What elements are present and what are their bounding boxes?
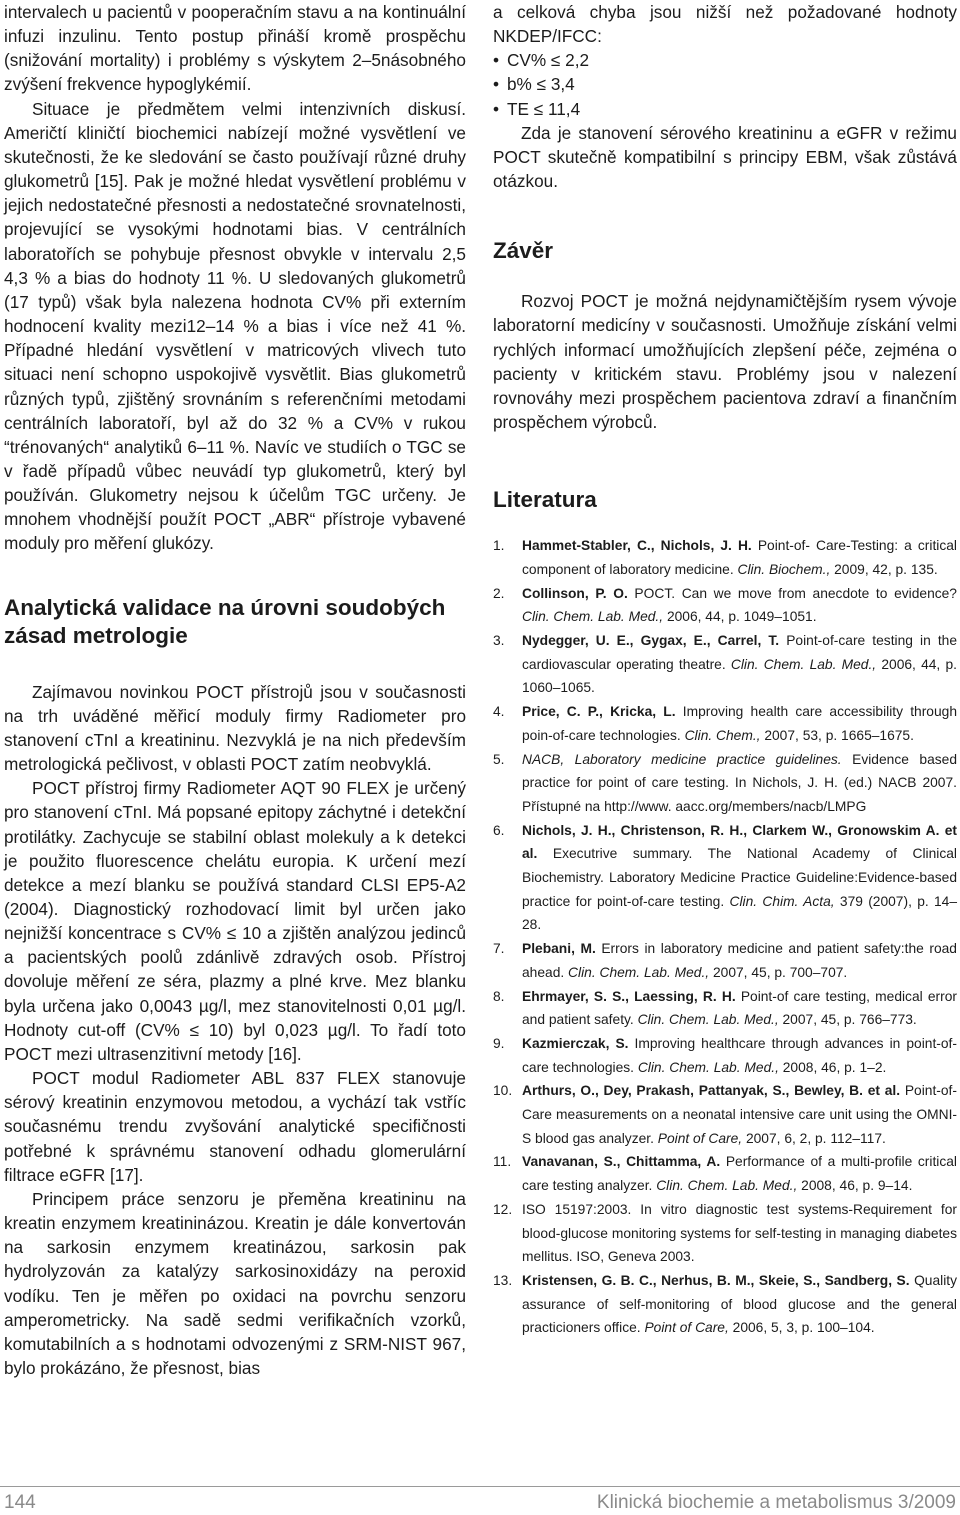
paragraph: Zda je stanovení sérového kreatininu a eGFR v režimu POCT skutečně kompatibilní s principy EBM, však zůstává otázkou. [493, 122, 957, 192]
reference-journal: Clin. Chim. Acta, [729, 893, 835, 909]
reference-number: 13. [493, 1272, 513, 1288]
reference-text: Point-of-Care measurements on a neonatal intensive care unit using the OMNI-S blood gas analyzer. [522, 1083, 957, 1146]
reference-item [493, 1198, 957, 1269]
reference-number: 9. [493, 1035, 505, 1051]
reference-authors: Arthurs, O., Dey, Prakash, Pattanyak, S., Bewley, B. et al. [522, 1083, 901, 1099]
reference-authors: Vanavanan, S., Chittamma, A. [522, 1154, 721, 1170]
list-item: • TE ≤ 11,4 [493, 97, 957, 121]
reference-text: Point-of- Care-Testing: a critical component of laboratory medicine. [522, 538, 957, 577]
reference-journal: Clin. Chem., [684, 727, 761, 743]
right-column [493, 0, 957, 1340]
reference-number: 8. [493, 988, 505, 1004]
reference-text: 2007, 45, p. 766–773. [778, 1012, 917, 1028]
reference-text: 2007, 53, p. 1665–1675. [760, 727, 914, 743]
reference-item [493, 1150, 957, 1197]
reference-item [493, 819, 957, 938]
reference-text: Point-of care testing, medical error and patient safety. [522, 988, 957, 1028]
reference-item [493, 748, 957, 819]
conclusion-heading: Závěr [493, 238, 554, 264]
reference-journal: Clin. Chem. Lab. Med., [522, 609, 664, 625]
reference-authors: Price, C. P., Kricka, L. [522, 704, 676, 720]
reference-item [493, 1079, 957, 1150]
reference-journal: Clin. Chem. Lab. Med., [637, 1012, 779, 1028]
reference-text: 379 (2007), p. 14–28. [522, 893, 957, 933]
reference-text: Improving healthcare through advances in point-of-care technologies. [522, 1035, 957, 1075]
reference-text: 2009, 42, p. 135. [830, 561, 938, 577]
reference-journal: Clin. Chem. Lab. Med., [568, 964, 710, 980]
reference-text: Errors in laboratory medicine and patient safety:the road ahead. [522, 941, 957, 980]
reference-number: 2. [493, 585, 505, 601]
reference-journal: Point of Care, [644, 1320, 729, 1336]
reference-text: POCT. Can we move from anecdote to evidence? [627, 585, 957, 601]
reference-authors: Ehrmayer, S. S., Laessing, R. H. [522, 988, 736, 1004]
journal-title: Klinická biochemie a metabolismus 3/2009 [596, 1492, 956, 1513]
reference-number: 12. [493, 1201, 513, 1217]
reference-number: 7. [493, 941, 505, 957]
paragraph: POCT přístroj firmy Radiometer AQT 90 FLEX je určený pro stanovení cTnI. Má popsané epitopy záchytné i detekční protilátky. Zachycuje se stabilní oblast molekuly a k detekci je použito fluorescence chelátu europia. K určení mezí detekce a mezí blanku se používá standard CLSI EP5-A2 (2004). Diagnostický rozhodovací limit byl určen jako nejnižší koncentrace s CV% ≤ 10 a zjištěn analýzou jedinců a pacientských poolů zdánlivě zdravých osob. Přístroj dovoluje měření ze séra, plazmy a plné krve. Mez blanku byla určena jako 0,0043 µg/l, mez stanovitelnosti 0,01 µg/l. Hodnoty cut-off (CV% ≤ 10) byl 0,023 µg/l. To řadí toto POCT mezi ultrasenzitivní metody [16]. [4, 778, 466, 1064]
reference-authors: Plebani, M. [522, 941, 596, 957]
reference-authors: Collinson, P. O. [522, 585, 628, 601]
reference-authors: Nichols, J. H., Christenson, R. H., Clarkem W., Gronowskim A. et al. [522, 822, 957, 862]
left-column [4, 0, 466, 1380]
reference-number: 1. [493, 538, 505, 554]
paragraph: Principem práce senzoru je přeměna kreatininu na kreatin enzymem kreatininázou. Kreatin je dále konvertován na sarkosin enzymem kreatinázou, sarkosin pak hydrolyzován za katalýzy sarkosinoxidázy na peroxid vodíku. Ten je měřen po oxidaci na povrchu senzoru amperometricky. Na sadě sedmi verifikačních vzorků, komutabilních a s hodnotami odvozenými z SRM-NIST 967, bylo prokázáno, že přesnost, bias [4, 1188, 466, 1378]
reference-item [493, 629, 957, 700]
footer-divider [0, 1486, 960, 1487]
reference-item [493, 534, 957, 581]
reference-number: 3. [493, 633, 505, 648]
reference-text: 2007, 45, p. 700–707. [709, 964, 848, 980]
reference-number: 5. [493, 751, 505, 767]
references-list [493, 534, 957, 1340]
reference-item [493, 937, 957, 984]
reference-text: 2006, 44, p. 1049–1051. [663, 609, 817, 625]
reference-number: 11. [493, 1154, 512, 1170]
list-item: • b% ≤ 3,4 [493, 72, 957, 96]
list-item: • CV% ≤ 2,2 [493, 48, 957, 72]
reference-text: 2006, 5, 3, p. 100–104. [728, 1320, 875, 1336]
reference-journal: Point of Care, [657, 1130, 743, 1146]
reference-text: ISO 15197:2003. In vitro diagnostic test systems-Requirement for blood-glucose monitoring systems for self-testing in managing diabetes mellitus. ISO, Geneva 2003. [522, 1201, 957, 1265]
reference-text: Executrive summary. The National Academy of Clinical Biochemistry. Laboratory Medicine Practice Guideline:Evidence-based practice for point-of-care testing. [522, 846, 957, 909]
reference-item [493, 1032, 957, 1079]
paragraph: intervalech u pacientů v pooperačním stavu a na kontinuální infuzi inzulinu. Tento postup přináší kromě prospěchu (snižování mortality) i problémy s výskytem 2–5násobného zvýšení frekvence hypoglykémií. [4, 2, 466, 95]
reference-item [493, 985, 957, 1032]
reference-item [493, 700, 957, 747]
reference-item [493, 582, 957, 629]
reference-authors: Nydegger, U. E., Gygax, E., Carrel, T. [522, 633, 780, 648]
section-heading: Analytická validace na úrovni soudobých zásad metrologie [4, 594, 446, 648]
reference-authors: Kristensen, G. B. C., Nerhus, B. M., Skeie, S., Sandberg, S. [522, 1272, 910, 1288]
reference-text: 2008, 46, p. 1–2. [778, 1059, 887, 1075]
page-number: 144 [4, 1492, 36, 1513]
paragraph: Situace je předmětem velmi intenzivních diskusí. Američtí kliničtí biochemici nabízejí možné vysvětlení ve skutečnosti, že ke sledování se často používají různé druhy glukometrů [15]. Pak je možné hledat vysvětlení problému v jejich nedostatečné přesnosti a nedostatečné srovnatelnosti, projevující se vysokými hodnotami bias. V centrálních laboratořích se pohybuje přesnost obvykle v intervalu 2,5 4,3 % a bias do hodnoty 11 %. U sledovaných glukometrů (17 typů) však byla nalezena hodnota CV% při externím hodnocení kvality mezi12–14 % a bias i více než 41 %. Případné hledání vysvětlení v matricových vlivech tuto situaci není schopno uspokojivě vysvětlit. Bias glukometrů různých typů, zjištěný srovnáním s referenčními metodami centrálních laboratoří, byl až do 32 % a CV% v rukou “trénovaných“ analytiků 6–11 %. Navíc ve studiích o TGC se v řadě případů vůbec neuvádí typ glukometrů, který byl používán. Glukometry nejsou k účelům TGC určeny. Je mnohem vhodnější použít POCT „ABR“ přístroje vybavené moduly pro měření glukózy. [4, 98, 466, 554]
reference-text: Performance of a multi-profile critical care testing analyzer. [522, 1154, 957, 1194]
reference-journal: Clin. Chem. Lab. Med., [730, 656, 877, 672]
paragraph: a celková chyba jsou nižší než požadované hodnoty NKDEP/IFCC: [493, 2, 957, 47]
reference-text: 2008, 46, p. 9–14. [797, 1178, 913, 1194]
reference-number: 6. [493, 822, 505, 838]
reference-text: Quality assurance of self-monitoring of blood glucose and the general practicioners office. [522, 1272, 958, 1336]
reference-journal: Clin. Chem. Lab. Med., [637, 1059, 779, 1075]
reference-text: 2006, 44, p. 1060–1065. [522, 656, 957, 696]
reference-text: Point-of-care testing in the cardiovascular operating theatre. [522, 633, 958, 672]
reference-text: Improving health care accessibility through poin-of-care technologies. [522, 704, 957, 743]
reference-number: 10. [493, 1083, 513, 1099]
reference-item [493, 1269, 957, 1340]
paragraph: Zajímavou novinkou POCT přístrojů jsou v současnosti na trh uváděné měřicí moduly firmy Radiometer pro stanovení cTnI a kreatininu. Nezvyklá je na nich především metrologická pečlivost, v oblasti POCT zatím neobvyklá. [4, 681, 466, 775]
reference-text: Evidence based practice for point of care testing. In Nichols, J. H. (ed.) NACB 2007. Přístupné na http://www. aacc.org/members/nacb/LMPG [522, 751, 957, 814]
reference-journal: Clin. Biochem., [737, 561, 831, 577]
reference-journal: NACB, Laboratory medicine practice guidelines. [522, 751, 842, 767]
criteria-list [493, 48, 957, 120]
paragraph: POCT modul Radiometer ABL 837 FLEX stanovuje sérový kreatinin enzymovou metodou, a vychází tak vstříc současnému trendu zvyšování analytické specifičnosti potřebné k správnému stanovení odhadu glomerulární filtrace eGFR [17]. [4, 1068, 466, 1185]
reference-number: 4. [493, 704, 505, 720]
reference-authors: Kazmierczak, S. [522, 1035, 629, 1051]
references-heading: Literatura [493, 487, 597, 513]
reference-text: 2007, 6, 2, p. 112–117. [742, 1130, 886, 1146]
reference-journal: Clin. Chem. Lab. Med., [656, 1178, 798, 1194]
reference-authors: Hammet-Stabler, C., Nichols, J. H. [522, 538, 752, 554]
paragraph: Rozvoj POCT je možná nejdynamičtějším rysem vývoje laboratorní medicíny v současnosti. Umožňuje získání velmi rychlých informací umožňujících zlepšení péče, zejména o pacienty v kritickém stavu. Problémy jsou v nalezení rovnováhy mezi prospěchem pacientova zdraví a finančním prospěchem výrobců. [493, 291, 957, 433]
